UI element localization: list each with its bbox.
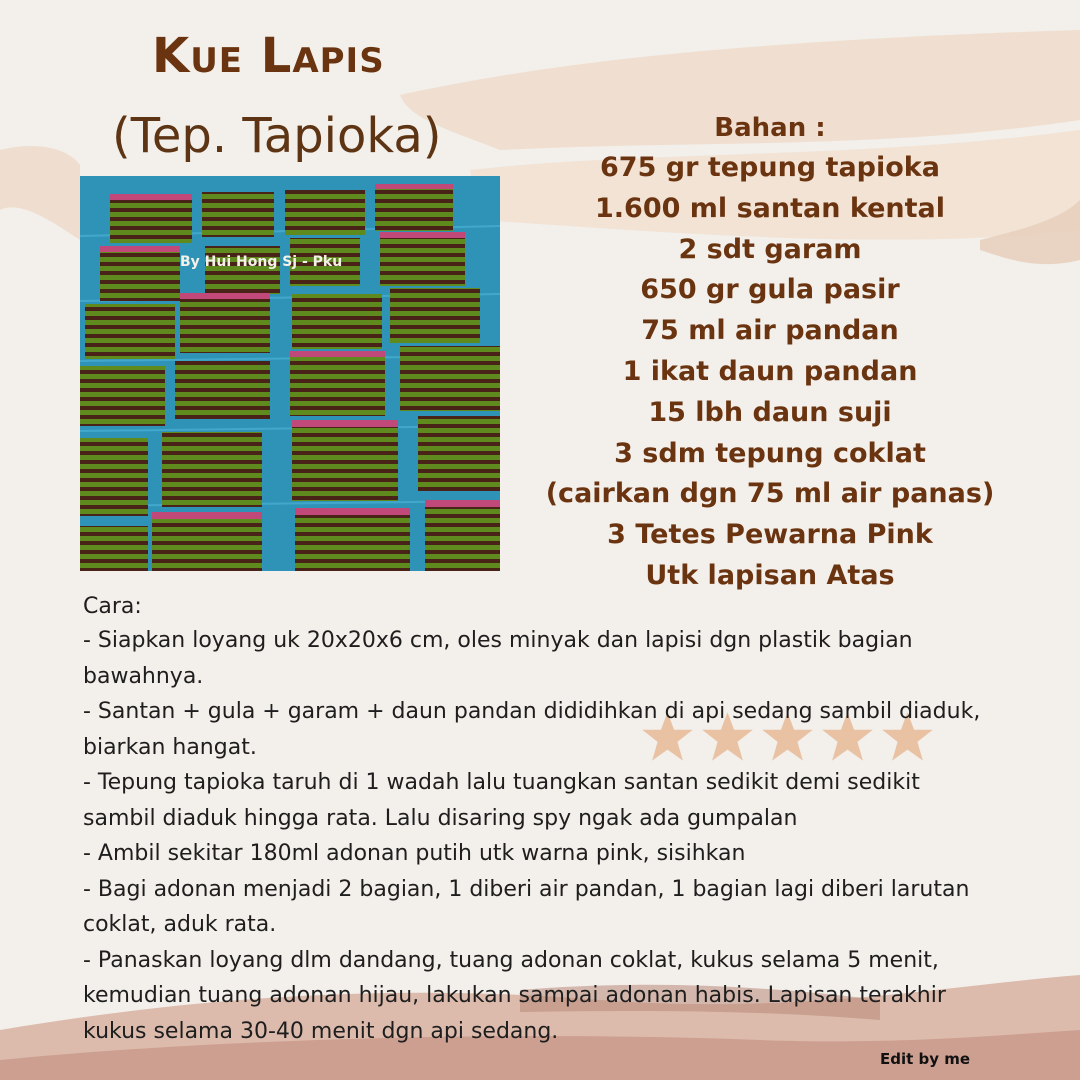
method-step: - Tepung tapioka taruh di 1 wadah lalu tuangkan santan sedikit demi sedikit sambil diaduk hingga rata. Lalu disaring spy ngak ada gumpalan [83,770,920,831]
ingredient-item: 3 Tetes Pewarna Pink [607,519,933,551]
method-step: - Bagi adonan menjadi 2 bagian, 1 diberi air pandan, 1 bagian lagi diberi larutan coklat, aduk rata. [83,876,970,937]
method-section [83,590,993,1049]
layered-cake-illustration [80,176,500,571]
ingredient-item: (cairkan dgn 75 ml air panas) [545,478,995,510]
ingredients-section [535,108,1005,597]
ingredient-item: 1 ikat daun pandan [622,355,918,387]
method-step: - Panaskan loyang dlm dandang, tuang adonan coklat, kukus selama 5 menit, kemudian tuang adonan hijau, lakukan sampai adonan habis. Lapisan terakhir kukus selama 30-40 menit dgn api sedang. [83,947,946,1044]
method-step: - Ambil sekitar 180ml adonan putih utk warna pink, sisihkan [83,841,746,866]
photo-credit: By Hui Hong Sj - Pku [180,254,343,270]
ingredient-item: 15 lbh daun suji [648,396,892,428]
edit-credit: Edit by me [880,1050,971,1068]
ingredient-item: 3 sdm tepung coklat [614,437,926,469]
method-step: - Santan + gula + garam + daun pandan dididihkan di api sedang sambil diaduk, biarkan hangat. [83,699,981,760]
method-heading: Cara: [83,594,142,619]
ingredients-heading: Bahan : [714,113,826,143]
kue-lapis-photo [80,176,500,571]
ingredient-item: 75 ml air pandan [641,315,899,347]
ingredient-item: 2 sdt garam [678,233,862,265]
ingredient-item: Utk lapisan Atas [645,559,895,591]
ingredient-item: 650 gr gula pasir [640,274,900,306]
recipe-subtitle: (Tep. Tapioka) [112,108,442,164]
ingredients-list [535,148,1005,597]
recipe-title: Kue Lapis [152,28,385,84]
ingredient-item: 675 gr tepung tapioka [600,152,940,183]
ingredient-item: 1.600 ml santan kental [595,192,945,224]
method-step: - Siapkan loyang uk 20x20x6 cm, oles minyak dan lapisi dgn plastik bagian bawahnya. [83,628,913,689]
